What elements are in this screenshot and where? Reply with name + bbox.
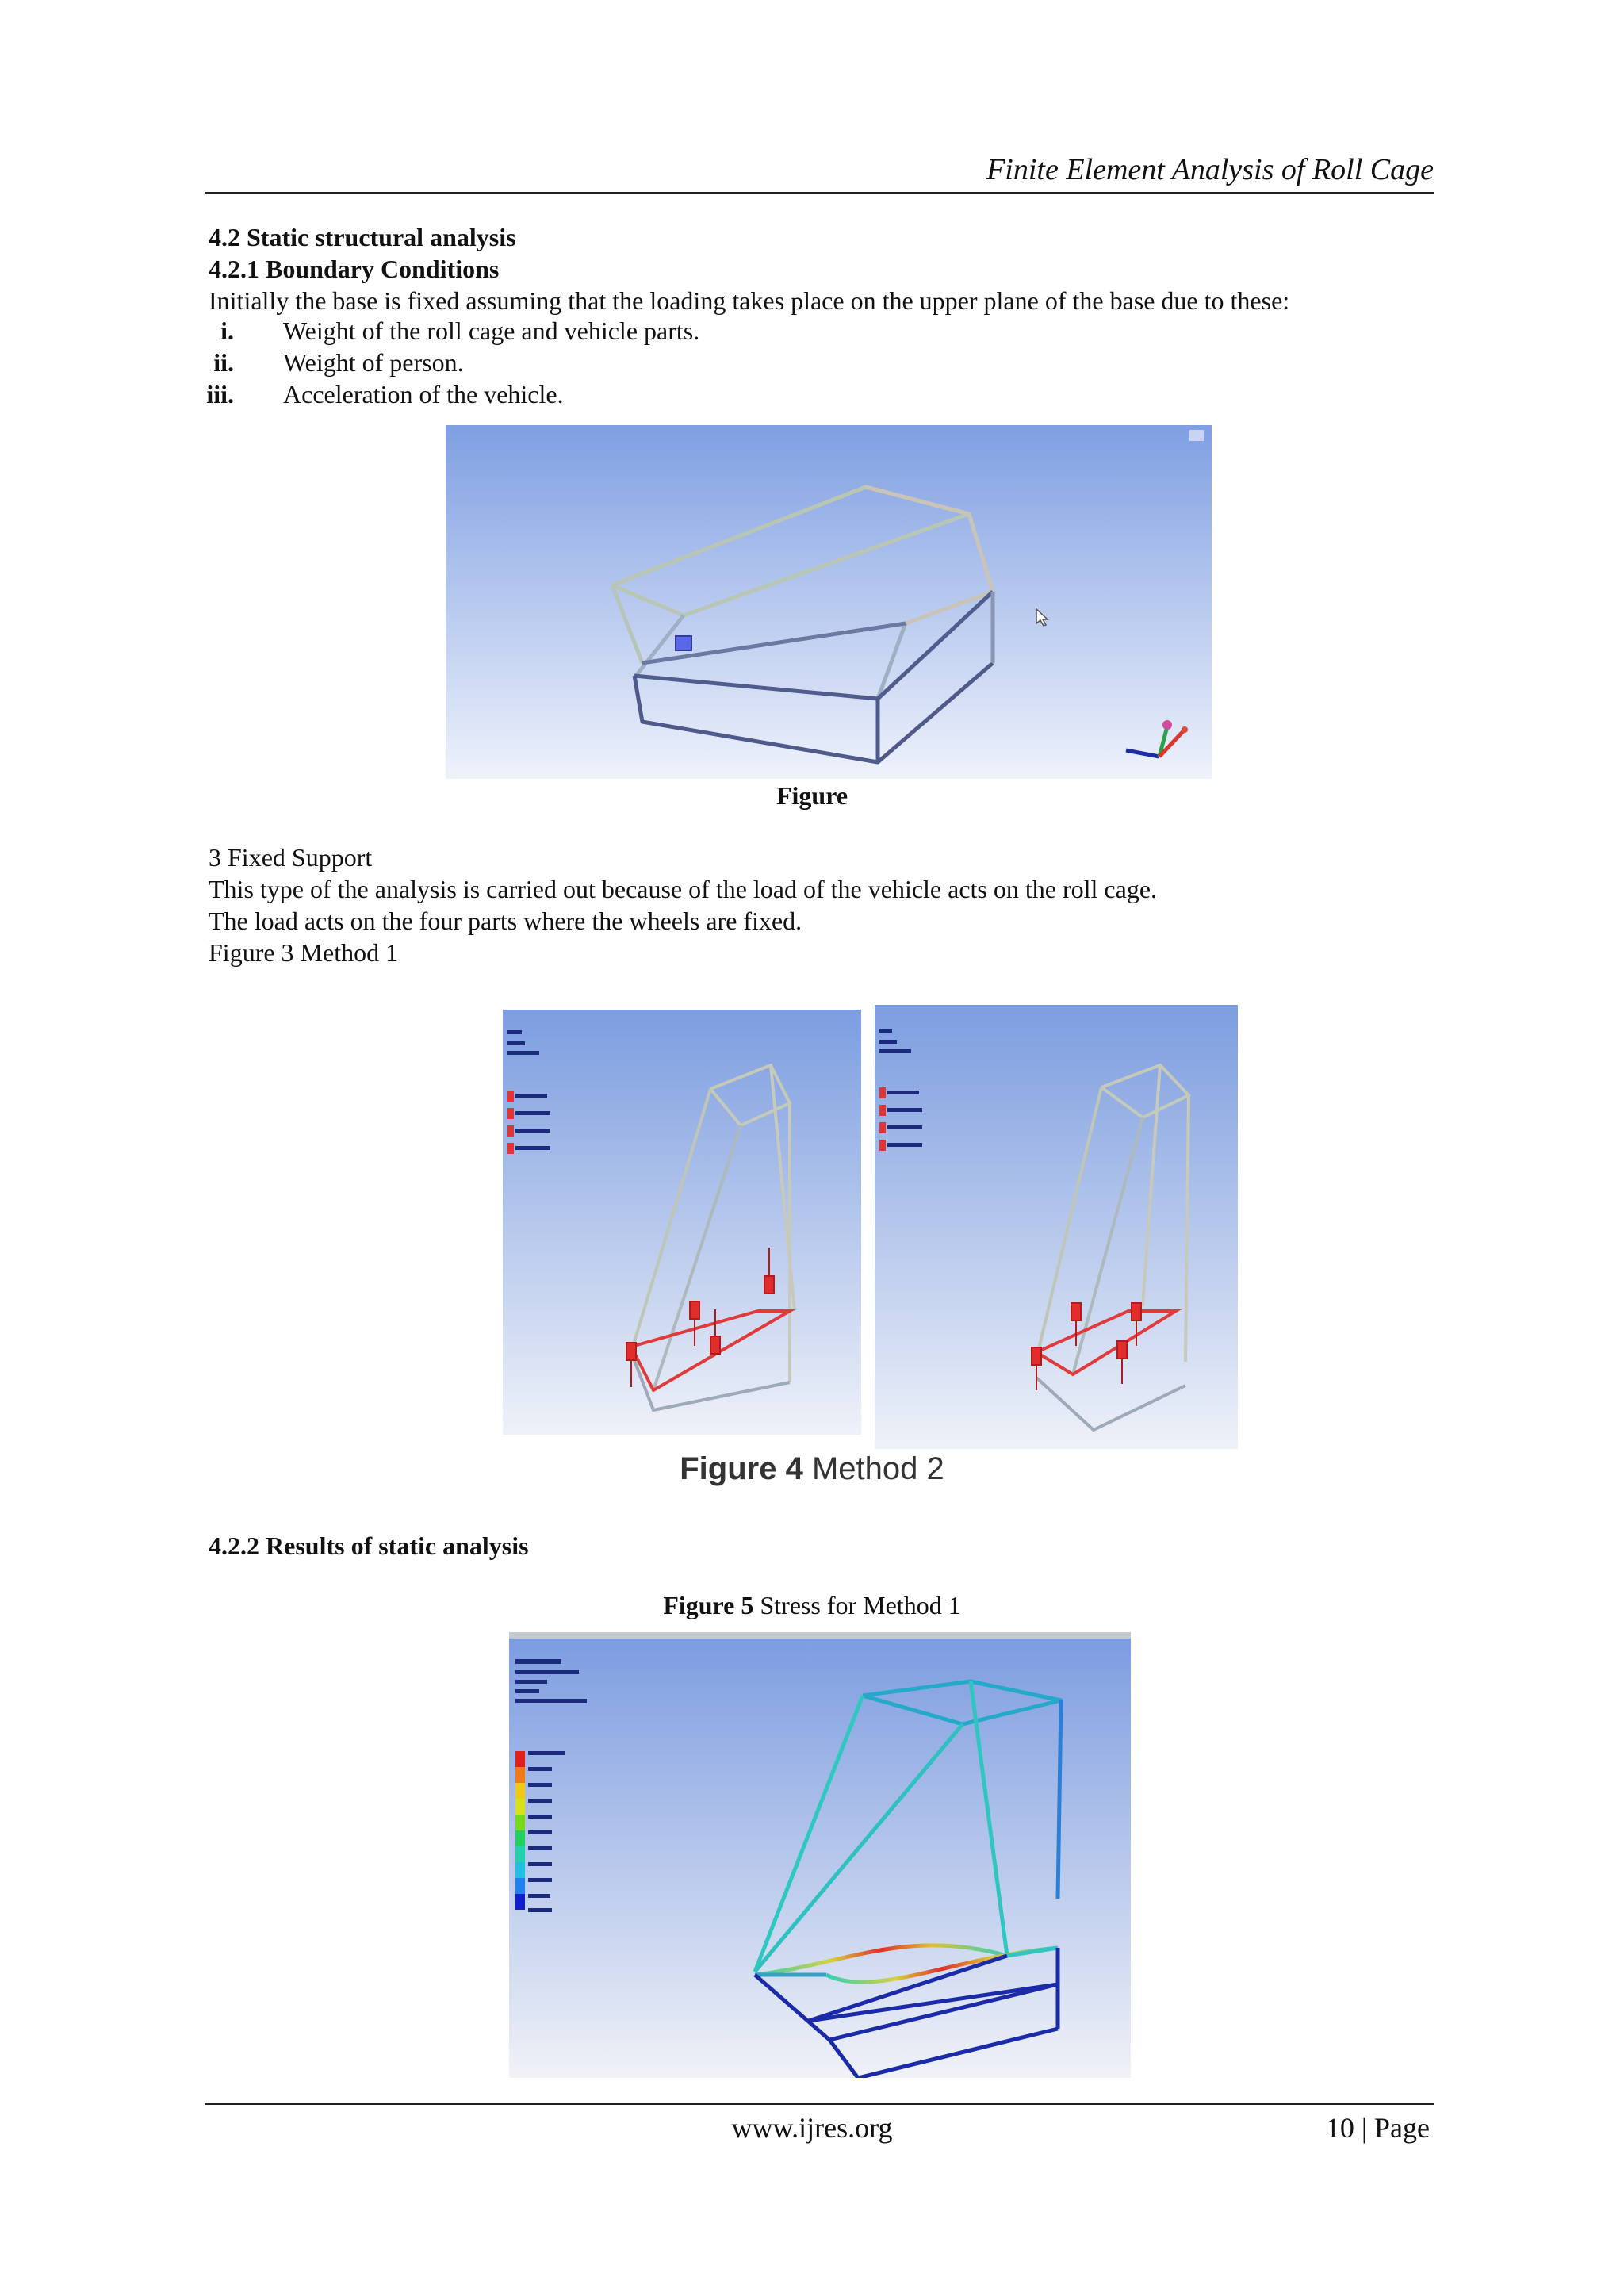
list-number: i. bbox=[220, 316, 234, 345]
footer-rule bbox=[205, 2103, 1434, 2105]
body-line: This type of the analysis is carried out because of the load of the vehicle acts on the roll cage. bbox=[209, 875, 1158, 903]
running-title: Finite Element Analysis of Roll Cage bbox=[986, 153, 1434, 186]
method-2-figure bbox=[875, 1005, 1238, 1449]
caption-text: Stress for Method 1 bbox=[753, 1591, 961, 1619]
page-number: 10 | Page bbox=[1325, 2112, 1430, 2144]
body-line: 3 Fixed Support bbox=[209, 843, 373, 872]
method-1-figure bbox=[503, 1010, 861, 1435]
caption-label: Figure 4 bbox=[680, 1451, 803, 1486]
list-text: Weight of the roll cage and vehicle parts. bbox=[283, 316, 700, 345]
section-heading: 4.2 Static structural analysis bbox=[209, 223, 516, 251]
list-text: Weight of person. bbox=[283, 348, 464, 377]
list-text: Acceleration of the vehicle. bbox=[283, 380, 564, 408]
list-number: iii. bbox=[206, 380, 234, 408]
header-rule bbox=[205, 192, 1434, 194]
footer-url: www.ijres.org bbox=[731, 2112, 893, 2144]
caption-text: Method 2 bbox=[802, 1451, 944, 1486]
intro-paragraph: Initially the base is fixed assuming that the loading takes place on the upper plane of the base due to these: bbox=[209, 286, 1290, 315]
results-heading: 4.2.2 Results of static analysis bbox=[209, 1531, 529, 1560]
caption-label: Figure 5 bbox=[663, 1591, 754, 1619]
subsection-heading: 4.2.1 Boundary Conditions bbox=[209, 255, 500, 283]
figure-caption: Figure bbox=[776, 781, 848, 810]
figure-5-caption bbox=[0, 1591, 1624, 1620]
fixed-support-figure bbox=[446, 425, 1212, 779]
figure-4-caption bbox=[0, 1451, 1624, 1487]
body-line: The load acts on the four parts where the wheels are fixed. bbox=[209, 907, 802, 935]
list-number: ii. bbox=[213, 348, 234, 377]
body-line: Figure 3 Method 1 bbox=[209, 938, 399, 967]
stress-result-figure bbox=[509, 1632, 1131, 2078]
